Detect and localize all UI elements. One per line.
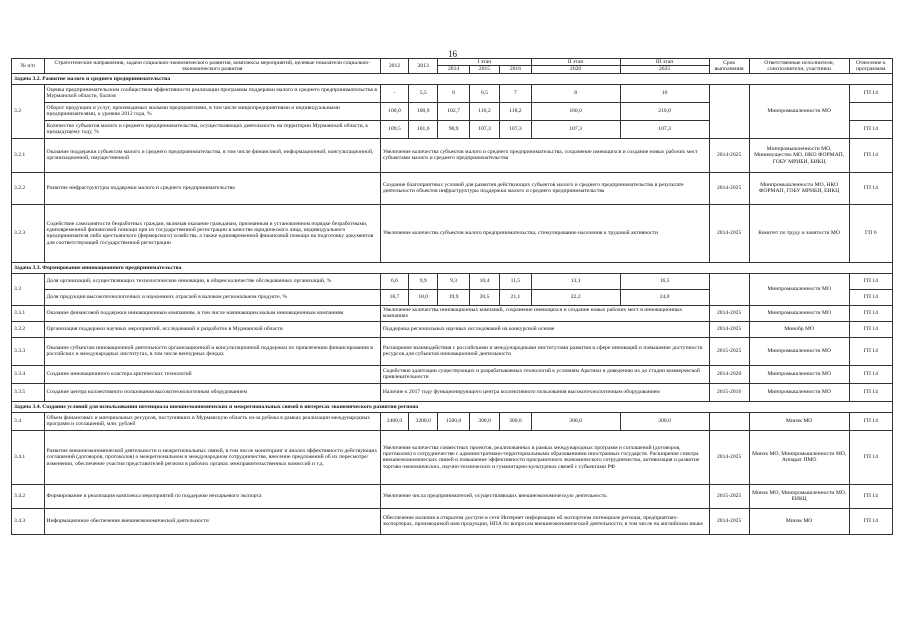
value-cell: 300,0 [469, 412, 499, 430]
value-cell: 20,5 [469, 289, 499, 305]
resp-cell: Минэк МО [749, 508, 849, 534]
value-cell: 19,9 [438, 289, 469, 305]
row-num: 3.4.3 [12, 508, 45, 534]
result-cell: Поддержка региональных научных исследований на конкурсной основе [380, 321, 709, 337]
row-num: 3.3.5 [12, 383, 45, 401]
resp-cell: Комитет по труду и занятости МО [749, 204, 849, 262]
term-cell [709, 412, 749, 430]
term-cell: 2014-2025 [709, 172, 749, 204]
indicator-row [12, 412, 893, 430]
value-cell: 300,0 [620, 412, 709, 430]
value-cell: 1500,0 [438, 412, 469, 430]
term-cell: 2014-2025 [709, 321, 749, 337]
prog-cell: ГП 14 [849, 412, 892, 430]
indicator-text: Доля продукции высокотехнологичных и наукоемких отраслей в валовом региональном продукте, % [44, 289, 380, 305]
resp-cell: Минэк МО, Минпромышленности МО, Аппарат ПМО [749, 430, 849, 484]
row-num: 3.2.2 [12, 172, 45, 204]
col-2020: 2020 [531, 66, 620, 73]
value-cell: 102,7 [438, 102, 469, 120]
result-cell: Наличие к 2017 году функционирующего центра коллективного пользования высокотехнологичным оборудованием [380, 383, 709, 401]
measure-row [12, 484, 893, 508]
indicator-text: Оценка предпринимательским сообществом эффективности реализации программы поддержки малого и среднего предпринимательства в Мурманской области, баллов [44, 84, 380, 102]
col-resp: Ответственные исполнители, соисполнители, участники [749, 59, 849, 74]
value-cell: 22,2 [531, 289, 620, 305]
term-cell: 2014-2020 [709, 365, 749, 383]
value-cell: 24,0 [620, 289, 709, 305]
value-cell: 3200,0 [409, 412, 438, 430]
prog-cell: ГП 14 [849, 337, 892, 365]
row-num: 3.3.1 [12, 305, 45, 321]
value-cell: 300,0 [500, 412, 531, 430]
value-cell: - [380, 84, 408, 102]
value-cell: 107,3 [500, 120, 531, 138]
row-num: 3.3 [12, 273, 45, 305]
measure-text: Создание центра коллективного пользования высокотехнологичным оборудованием [44, 383, 380, 401]
result-cell: Увеличение количества совместных проектов, реализованных в рамках международных программ и соглашений (договоров, протоколов) о сотрудничестве с административно-территориальными образованиями иностранных государств. Расширение спектра внешнеэкономических связей и повышение эффективности приграничного экономического сотрудничества, активизация и развитие торгово-экономических, научно-технических и гуманитарно-культурных связей с субъектами РФ [380, 430, 709, 484]
value-cell: 100,9 [409, 102, 438, 120]
row-num: 3.3.3 [12, 337, 45, 365]
indicator-row [12, 84, 893, 102]
col-2015: 2015 [469, 66, 499, 73]
strategy-table [11, 58, 893, 535]
indicator-text: Оборот продукции и услуг, производимых малыми предприятиями, в том числе микропредприятиями и индивидуальными предпринимателями, к уровню 2012 года, % [44, 102, 380, 120]
indicator-row [12, 273, 893, 289]
term-cell: 2014-2025 [709, 305, 749, 321]
prog-cell: ГП 6 [849, 204, 892, 262]
term-cell [709, 273, 749, 305]
prog-cell: ГП 14 [849, 508, 892, 534]
measure-text: Оказание финансовой поддержки инновационным компаниям, в том числе начинающим малым инновационным компаниям [44, 305, 380, 321]
measure-text: Развитие инфраструктуры поддержки малого и среднего предпринимательства [44, 172, 380, 204]
prog-cell [849, 102, 892, 120]
measure-text: Развитие внешнеэкономической деятельности и межрегиональных связей, в том числе мониторинг и анализ эффективности действующих соглашений (договоров, протоколов) о межрегиональном и международном сотрудничестве, внесение предложений об их пересмотре/изменении, обеспечение участия представителей региона в рабочих органах межправительственных комиссий и т.д. [44, 430, 380, 484]
value-cell: 107,3 [469, 120, 499, 138]
task-title: Задача 3.4. Создание условий для использования потенциала внешнеэкономических и межрегиональных связей в интересах экономического развития региона [12, 401, 893, 412]
prog-cell: ГП 14 [849, 365, 892, 383]
col-term: Срок выполнения [709, 59, 749, 74]
prog-cell: ГП 14 [849, 484, 892, 508]
value-cell: 10,4 [469, 273, 499, 289]
resp-cell: Минэк МО, Минпромышленности МО, ЕИКЦ [749, 484, 849, 508]
value-cell: 13,1 [531, 273, 620, 289]
measure-row [12, 430, 893, 484]
row-num: 3.2.1 [12, 138, 45, 172]
col-prog: Отнесение к программам [849, 59, 892, 74]
resp-cell: Минобр МО [749, 321, 849, 337]
prog-cell: ГП 14 [849, 305, 892, 321]
term-cell [709, 84, 749, 138]
measure-text: Оказание поддержки субъектам малого и среднего предпринимательства, в том числе финансовой, информационной, консультационной, организационной, имущественной [44, 138, 380, 172]
value-cell: 21,1 [500, 289, 531, 305]
section-title-row [12, 401, 893, 412]
col-2012: 2012 [380, 59, 408, 74]
resp-cell: Минпромышленности МО [749, 365, 849, 383]
value-cell: 7 [500, 84, 531, 102]
measure-row [12, 337, 893, 365]
result-cell: Увеличение количества субъектов малого и среднего предпринимательства, сохранение имеющихся и создание новых рабочих мест субъектами малого и среднего предпринимательства [380, 138, 709, 172]
value-cell: 9,3 [438, 273, 469, 289]
col-stage3: III этап [620, 59, 709, 66]
term-cell: 2014-2025 [709, 204, 749, 262]
value-cell: 6 [438, 84, 469, 102]
term-cell: 2015-2025 [709, 337, 749, 365]
term-cell: 2015-2025 [709, 484, 749, 508]
value-cell: 210,0 [620, 102, 709, 120]
measure-text: Формирование и реализация комплекса мероприятий по поддержке несырьевого экспорта [44, 484, 380, 508]
value-cell: 18,7 [380, 289, 408, 305]
result-cell: Увеличение количества субъектов малого предпринимательства, стимулирование населения к трудовой активности [380, 204, 709, 262]
result-cell: Содействие адаптации существующих и разрабатываемых технологий к условиям Арктики и доведению их до стадии коммерческой привлекательности [380, 365, 709, 383]
col-2014: 2014 [438, 66, 469, 73]
col-2013: 2013 [409, 59, 438, 74]
header-row [12, 59, 893, 66]
prog-cell: ГП 14 [849, 273, 892, 289]
value-cell: 18,0 [409, 289, 438, 305]
term-cell: 2014-2025 [709, 508, 749, 534]
col-2025: 2025 [620, 66, 709, 73]
measure-row [12, 172, 893, 204]
value-cell: 6,5 [469, 84, 499, 102]
indicator-text: Доля организаций, осуществляющих технологические инновации, в общем количестве обследованных организаций, % [44, 273, 380, 289]
resp-cell: Минпромышленности МО [749, 273, 849, 305]
measure-row [12, 204, 893, 262]
value-cell: 109,5 [380, 120, 408, 138]
row-num: 3.2.3 [12, 204, 45, 262]
measure-row [12, 508, 893, 534]
measure-text: Содействие самозанятости безработных граждан, включая оказание гражданам, признанным в установленном порядке безработными, единовременной финансовой помощи при их государственной регистрации в качестве юридического лица, индивидуального предпринимателя либо крестьянского (фермерского) хозяйства, а также единовременной финансовой помощи на подготовку документов для соответствующей государственной регистрации [44, 204, 380, 262]
value-cell: 107,3 [531, 120, 620, 138]
result-cell: Увеличение числа предпринимателей, осуществляющих внешнеэкономическую деятельность [380, 484, 709, 508]
measure-text: Организация поддержки научных мероприятий, исследований и разработок в Мурманской области [44, 321, 380, 337]
value-cell: 107,3 [620, 120, 709, 138]
prog-cell: ГП 14 [849, 383, 892, 401]
row-num: 3.4 [12, 412, 45, 430]
resp-cell: Минпромышленности МО [749, 305, 849, 321]
col-num: № п/п [12, 59, 45, 74]
value-cell: 8 [531, 84, 620, 102]
col-desc: Стратегические направления, задачи социально-экономического развития, комплексы мероприятий, целевые показатели социально-экономического развития [44, 59, 380, 74]
row-num: 3.4.1 [12, 430, 45, 484]
prog-cell: ГП 14 [849, 84, 892, 102]
value-cell: 6,6 [380, 273, 408, 289]
resp-cell: Минпромышленности МО [749, 383, 849, 401]
measure-text: Информационное обеспечение внешнеэкономической деятельности [44, 508, 380, 534]
value-cell: 11,5 [500, 273, 531, 289]
value-cell: 110,2 [469, 102, 499, 120]
result-cell: Расширение взаимодействия с российскими и международными институтами развития в сфере инноваций и повышение доступности ресурсов для субъектов инновационной деятельности [380, 337, 709, 365]
resp-cell: Минпромышленности МО [749, 337, 849, 365]
value-cell: 98,9 [438, 120, 469, 138]
col-stage1: I этап [438, 59, 531, 66]
measure-row [12, 365, 893, 383]
resp-cell: Минпромышленности МО, НКО ФОРМАП, ГОБУ МРИБИ, ЕИКЦ [749, 172, 849, 204]
resp-cell: Минэк МО [749, 412, 849, 430]
term-cell: 2014-2025 [709, 138, 749, 172]
result-cell: Увеличение количества инновационных компаний, сохранение имеющихся и создание новых рабочих мест в инновационных компаниях [380, 305, 709, 321]
indicator-text: Объем финансовых и материальных ресурсов, поступивших в Мурманскую область из-за рубежа в рамках реализации международных программ и соглашений, млн. рублей [44, 412, 380, 430]
measure-text: Оказание субъектам инновационной деятельности организационной и консультационной поддержки по привлечению финансирования в российских и международных институтах, в том числе венчурных фондах [44, 337, 380, 365]
prog-cell: ГП 14 [849, 138, 892, 172]
value-cell: 2400,0 [380, 412, 408, 430]
value-cell: 100,0 [380, 102, 408, 120]
value-cell: 16,5 [620, 273, 709, 289]
result-cell: Обеспечение наличия в открытом доступе в сети Интернет информации об экспортном потенциале региона, предприятиях-экспортерах, производимой ими продукции, НПА по вопросам внешнеэкономической деятельности, в том числе на английском языке [380, 508, 709, 534]
row-num: 3.3.4 [12, 365, 45, 383]
prog-cell: ГП 14 [849, 430, 892, 484]
prog-cell: ГП 14 [849, 120, 892, 138]
value-cell: 160,0 [531, 102, 620, 120]
page-number: 16 [448, 49, 457, 59]
task-title: Задача 3.2. Развитие малого и среднего предпринимательства [12, 73, 893, 84]
value-cell: 300,0 [531, 412, 620, 430]
value-cell: 101,6 [409, 120, 438, 138]
indicator-text: Количество субъектов малого и среднего предпринимательства, осуществляющих деятельность на территории Мурманской области, к предыдущему году, % [44, 120, 380, 138]
col-stage2: II этап [531, 59, 620, 66]
result-cell: Создание благоприятных условий для развития действующих субъектов малого и среднего предпринимательства в результате деятельности объектов инфраструктуры поддержки малого и среднего предпринимательства [380, 172, 709, 204]
value-cell: 5,5 [409, 84, 438, 102]
col-2016: 2016 [500, 66, 531, 73]
measure-row [12, 321, 893, 337]
value-cell: 118,2 [500, 102, 531, 120]
value-cell: 9,9 [409, 273, 438, 289]
measure-row [12, 305, 893, 321]
prog-cell: ГП 14 [849, 172, 892, 204]
measure-text: Создание инновационного кластера арктических технологий [44, 365, 380, 383]
task-title: Задача 3.3. Формирование инновационного предпринимательства [12, 262, 893, 273]
prog-cell: ГП 14 [849, 321, 892, 337]
row-num: 3.4.2 [12, 484, 45, 508]
prog-cell: ГП 14 [849, 289, 892, 305]
measure-row [12, 383, 893, 401]
row-num: 3.3.2 [12, 321, 45, 337]
value-cell: 10 [620, 84, 709, 102]
section-title-row [12, 73, 893, 84]
resp-cell: Минпромышленности МО [749, 84, 849, 138]
term-cell: 2015-2016 [709, 383, 749, 401]
measure-row [12, 138, 893, 172]
section-title-row [12, 262, 893, 273]
row-num: 3.2 [12, 84, 45, 138]
term-cell: 2014-2025 [709, 430, 749, 484]
resp-cell: Минпромышленности МО, Минимущество МО, НКО ФОРМАП, ГОБУ МРИБИ, ЕИКЦ [749, 138, 849, 172]
